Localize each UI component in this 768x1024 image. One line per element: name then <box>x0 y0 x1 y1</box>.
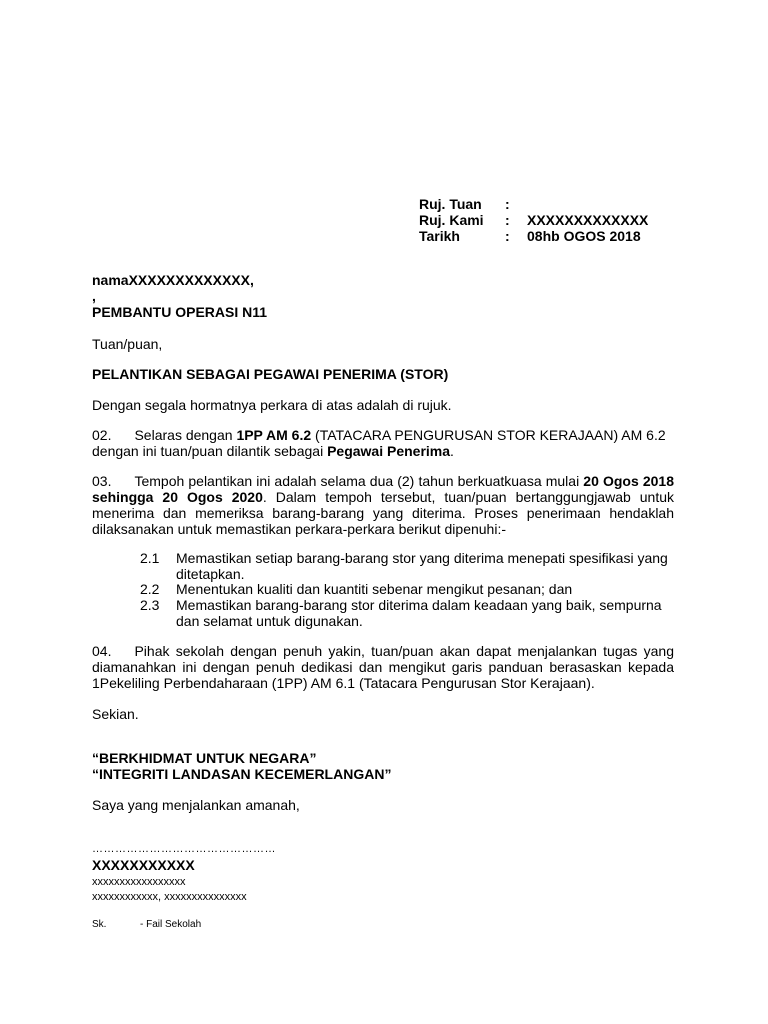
para03 <box>92 473 674 537</box>
para02-line2-end: . <box>450 443 454 459</box>
para04-number: 04. <box>92 643 112 659</box>
tarikh-colon: : <box>505 228 510 244</box>
opening-line: Dengan segala hormatnya perkara di atas adalah di rujuk. <box>92 397 452 413</box>
ruj-kami-value: XXXXXXXXXXXXX <box>527 212 649 228</box>
closing-line: Sekian. <box>92 706 139 722</box>
para02-line1 <box>92 427 666 443</box>
list-item-text: Memastikan barang-barang stor diterima dalam keadaan yang baik, sempurna <box>176 597 662 613</box>
ruj-kami-colon: : <box>505 212 510 228</box>
signatory-title: xxxxxxxxxxxxxxxxx <box>92 876 186 888</box>
para04-line1 <box>92 643 674 659</box>
para03-line1 <box>92 473 674 489</box>
list-item-text-cont: ditetapkan. <box>176 566 245 582</box>
para03-line2 <box>92 489 674 505</box>
list-item <box>140 597 680 629</box>
para02-text-mid: (TATACARA PENGURUSAN STOR KERAJAAN) AM 6.2 <box>311 427 666 443</box>
ruj-tuan-colon: : <box>505 196 510 212</box>
list-item-number: 2.2 <box>140 581 160 597</box>
cc-value: - Fail Sekolah <box>140 919 202 930</box>
recipient-name: namaXXXXXXXXXXXXX, <box>92 272 254 288</box>
signoff-line: Saya yang menjalankan amanah, <box>92 797 300 813</box>
para03-end-date: sehingga 20 Ogos 2020 <box>92 489 263 505</box>
para03-number: 03. <box>92 473 112 489</box>
motto-line-1: “BERKHIDMAT UNTUK NEGARA” <box>92 750 317 766</box>
para04 <box>92 643 674 691</box>
tarikh-label: Tarikh <box>419 228 460 244</box>
para02-text: Selaras dengan <box>134 427 237 443</box>
recipient-position: PEMBANTU OPERASI N11 <box>92 304 268 320</box>
para02-line2 <box>92 443 454 459</box>
list-item-text: Memastikan setiap barang-barang stor yang diterima menepati spesifikasi yang <box>176 550 668 566</box>
reference-block <box>419 196 679 244</box>
list-item-number: 2.1 <box>140 550 160 566</box>
salutation: Tuan/puan, <box>92 336 163 352</box>
para02-line2-text: dengan ini tuan/puan dilantik sebagai <box>92 443 328 459</box>
list-item <box>140 581 680 597</box>
para03-line3: menerima dan memeriksa barang-barang yang diterima. Proses penerimaan hendaklah <box>92 505 674 521</box>
signatory-name: XXXXXXXXXXX <box>92 857 195 873</box>
para02-number: 02. <box>92 427 112 443</box>
tarikh-value: 08hb OGOS 2018 <box>527 228 641 244</box>
para02-bold-role: Pegawai Penerima <box>327 443 451 459</box>
list-item <box>140 550 680 582</box>
ruj-tuan-label: Ruj. Tuan <box>419 196 482 212</box>
motto-line-2: “INTEGRITI LANDASAN KECEMERLANGAN” <box>92 766 392 782</box>
subject-title: PELANTIKAN SEBAGAI PEGAWAI PENERIMA (STOR) <box>92 366 449 382</box>
para04-line3: 1Pekeliling Perbendaharaan (1PP) AM 6.1 (Tatacara Pengurusan Stor Kerajaan). <box>92 675 595 691</box>
para03-line2-text: . Dalam tempoh tersebut, tuan/puan bertanggungjawab untuk <box>262 489 674 505</box>
ruj-kami-label: Ruj. Kami <box>419 212 484 228</box>
list-item-text: Menentukan kualiti dan kuantiti sebenar mengikut pesanan; dan <box>176 581 573 597</box>
para03-line1-text: Tempoh pelantikan ini adalah selama dua (2) tahun berkuatkuasa mulai <box>134 473 584 489</box>
para03-line4: dilaksanakan untuk memastikan perkara-perkara berikut dipenuhi:- <box>92 521 506 537</box>
signature-dots: ………………………………………… <box>92 843 276 855</box>
recipient-comma: , <box>92 288 96 304</box>
cc-label: Sk. <box>92 919 107 930</box>
list-item-number: 2.3 <box>140 597 160 613</box>
list-item-text-cont: dan selamat untuk digunakan. <box>176 613 363 629</box>
para02-bold-ref: 1PP AM 6.2 <box>236 427 312 443</box>
signatory-organisation: xxxxxxxxxxxx, xxxxxxxxxxxxxxx <box>92 891 247 903</box>
para03-start-date: 20 Ogos 2018 <box>583 473 674 489</box>
para04-line1-text: Pihak sekolah dengan penuh yakin, tuan/puan akan dapat menjalankan tugas yang <box>134 643 674 659</box>
para04-line2: diamanahkan ini dengan penuh dedikasi dan mengikut garis panduan berasaskan kepada <box>92 659 674 675</box>
